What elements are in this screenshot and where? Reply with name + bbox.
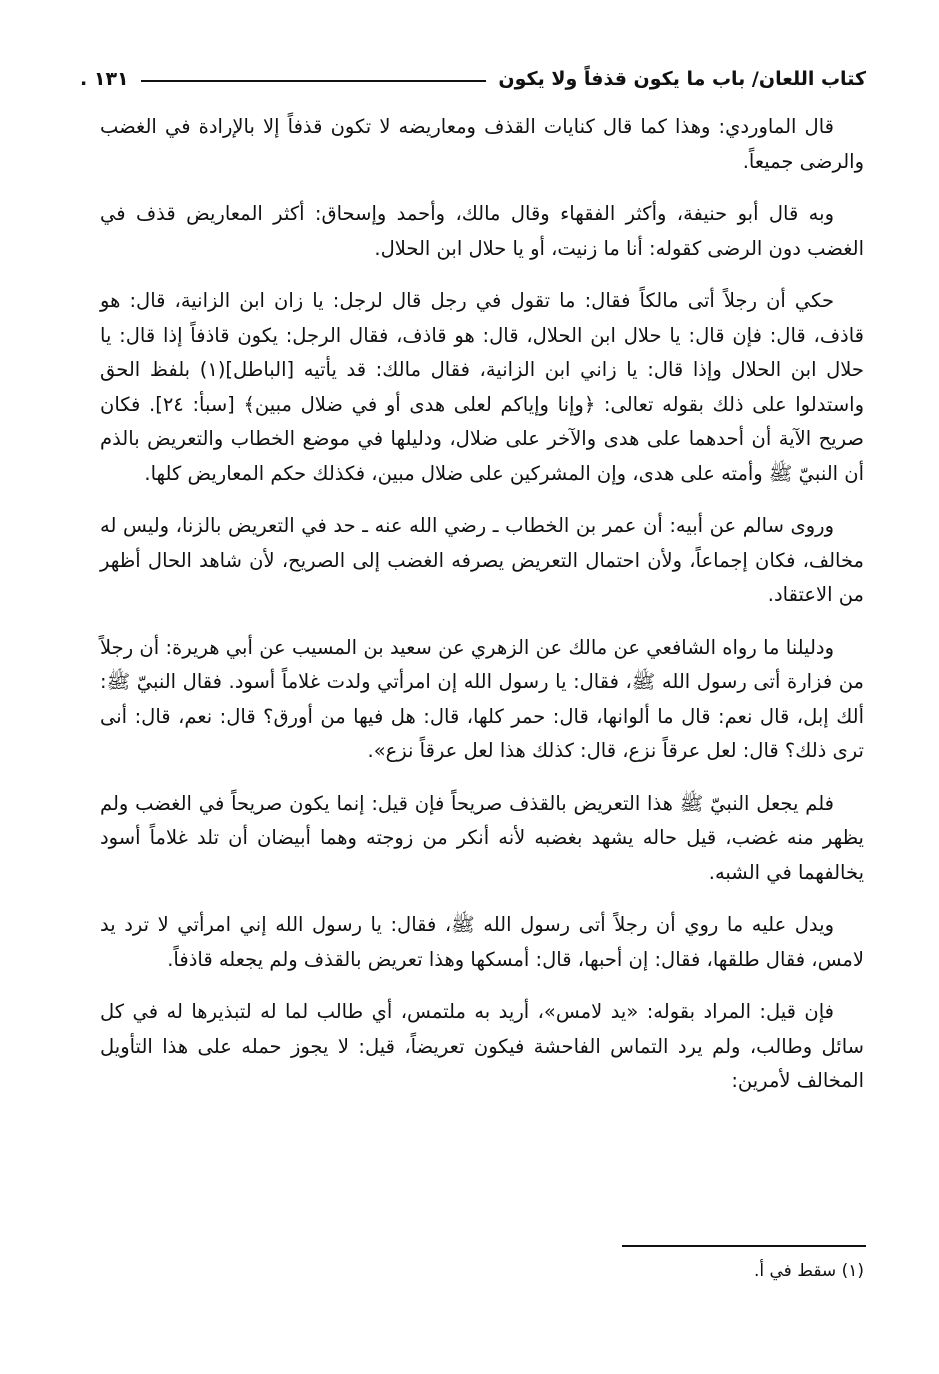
paragraph: ودليلنا ما رواه الشافعي عن مالك عن الزهري عن سعيد بن المسيب عن أبي هريرة: أن رجلاً من فزارة أتى رسول الله ﷺ، فقال: يا رسول الله إن امرأتي ولدت غلاماً أسود. فقال النبيّ ﷺ: ألك إبل، قال نعم: قال ما ألوانها، قال: حمر كلها، قال: هل فيها من أورق؟ قال: نعم، قال: أنى ترى ذلك؟ قال: لعل عرقاً نزع، قال: كذلك هذا لعل عرقاً نزع». bbox=[100, 635, 864, 762]
page-number: ١٣١ . bbox=[80, 68, 129, 90]
paragraph: فإن قيل: المراد بقوله: «يد لامس»، أريد به ملتمس، أي طالب لما له لتبذيرها له في كل سائل وطالب، ولم يرد التماس الفاحشة فيكون تعريضاً، قيل: لا يجوز حمله على هذا التأويل المخالف لأمرين: bbox=[100, 1000, 864, 1092]
header-rule bbox=[141, 80, 487, 82]
paragraph: حكي أن رجلاً أتى مالكاً فقال: ما تقول في رجل قال لرجل: يا زان ابن الزانية، قال: هو قاذف، قال: فإن قال: يا حلال ابن الحلال، قال: هو قاذف، فقال الرجل: يكون قاذفاً إذا قال: يا حلال ابن الحلال وإذا قال: يا زاني ابن الزانية، فقال مالك: قد يأتيه [الباطل](١) بلفظ الحق واستدلوا على ذلك بقوله تعالى: ﴿وإنا وإياكم لعلى هدى أو في ضلال مبين﴾ [سبأ: ٢٤]. فكان صريح الآية أن أحدهما على هدى والآخر على ضلال، ودليلها في موضع الخطاب والتعريض بالذم أن النبيّ ﷺ وأمته على هدى، وإن المشركين على ضلال مبين، فكذلك حكم المعاريض كلها. bbox=[100, 289, 864, 485]
paragraph: قال الماوردي: وهذا كما قال كنايات القذف ومعاريضه لا تكون قذفاً إلا بالإرادة في الغضب والرضى جميعاً. bbox=[100, 115, 864, 173]
footnote: (١) سقط في أ. bbox=[753, 1261, 864, 1281]
paragraph: وبه قال أبو حنيفة، وأكثر الفقهاء وقال مالك، وأحمد وإسحاق: أكثر المعاريض قذف في الغضب دون الرضى كقوله: أنا ما زنيت، أو يا حلال ابن الحلال. bbox=[100, 202, 864, 260]
paragraph: فلم يجعل النبيّ ﷺ هذا التعريض بالقذف صريحاً فإن قيل: إنما يكون صريحاً في الغضب ولم يظهر منه غضب، قيل حاله يشهد بغضبه لأنه أنكر من زوجته وهما أبيضان أن تلد غلاماً أسود يخالفهما في الشبه. bbox=[100, 791, 864, 884]
main-text bbox=[100, 110, 864, 1115]
paragraph: وروى سالم عن أبيه: أن عمر بن الخطاب ـ رضي الله عنه ـ حد في التعريض بالزنا، وليس له مخالف، فكان إجماعاً، ولأن احتمال التعريض يصرفه الغضب إلى الصريح، لأن شاهد الحال أظهر من الاعتقاد. bbox=[100, 514, 864, 606]
footnote-separator bbox=[622, 1245, 866, 1247]
running-header bbox=[80, 62, 866, 96]
paragraph: ويدل عليه ما روي أن رجلاً أتى رسول الله ﷺ، فقال: يا رسول الله إني امرأتي لا ترد يد لامس، فقال طلقها، فقال: إن أحبها، قال: أمسكها وهذا تعريض بالقذف ولم يجعله قاذفاً. bbox=[100, 913, 864, 971]
chapter-title: كتاب اللعان/ باب ما يكون قذفاً ولا يكون bbox=[498, 68, 866, 90]
